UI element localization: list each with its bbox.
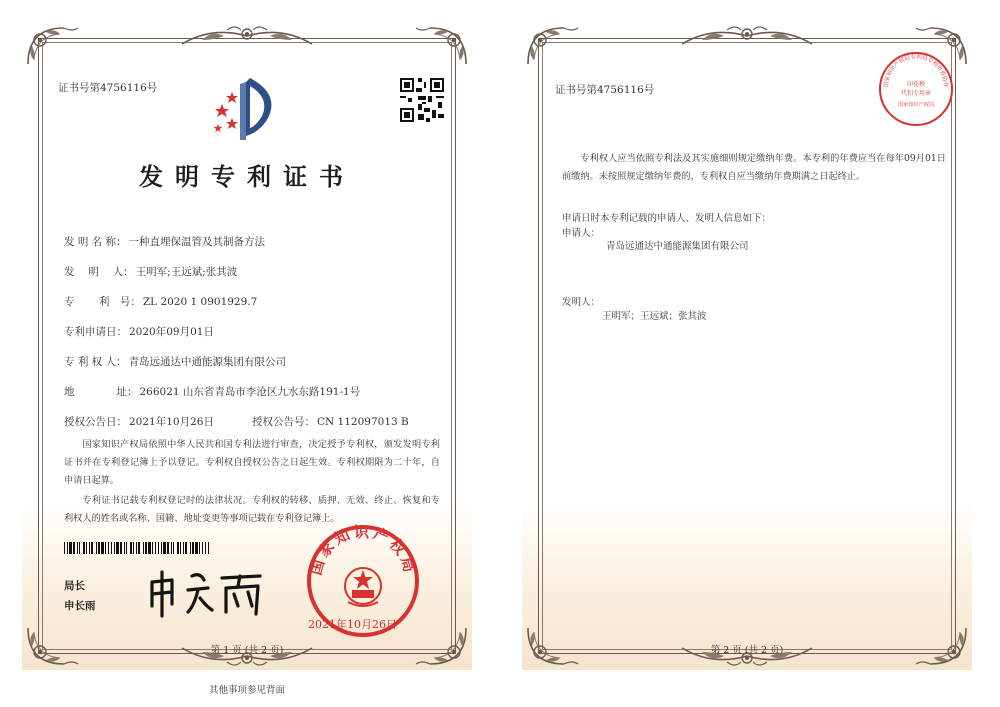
field-patentee bbox=[64, 354, 286, 369]
field-value: 2020年09月01日 bbox=[129, 326, 214, 338]
certificate-number: 证书号第4756116号 bbox=[555, 84, 655, 96]
corner-ornament-icon bbox=[526, 26, 580, 66]
legal-status-statement: 专利证书记载专利权登记时的法律状况。专利权的转移、质押、无效、终止、恢复和专利权人的姓名或名称、国籍、地址变更等事项记载在专利登记簿上。 bbox=[64, 495, 440, 524]
qr-code-icon bbox=[398, 76, 446, 124]
certificate-page-2 bbox=[522, 22, 972, 670]
field-label: 专 利 号： bbox=[64, 296, 141, 308]
director-title: 局长 bbox=[64, 580, 85, 592]
corner-ornament-icon bbox=[414, 26, 468, 66]
field-invention-name bbox=[64, 234, 265, 249]
field-label: 授权公告号： bbox=[252, 416, 315, 428]
top-ornament-icon bbox=[672, 22, 822, 48]
field-value: 266021 山东省青岛市李沧区九水东路191-1号 bbox=[139, 386, 361, 398]
field-application-date bbox=[64, 324, 214, 339]
field-label: 发 明 名 称： bbox=[64, 236, 127, 248]
svg-text:代扣专用章: 代扣专用章 bbox=[900, 90, 932, 97]
svg-text:国家知识产权局: 国家知识产权局 bbox=[897, 102, 935, 108]
seal-date: 2021年10月26日 bbox=[308, 618, 397, 631]
corner-ornament-icon bbox=[26, 26, 80, 66]
barcode-icon bbox=[64, 539, 209, 551]
annual-fee-statement: 专利权人应当依照专利法及其实施细则规定缴纳年费。本专利的年费应当在每年09月01日前缴纳。未按照规定缴纳年费的，专利权自应当缴纳年费期满之日起终止。 bbox=[562, 153, 946, 182]
inventor-value: 王明军；王远斌；张其波 bbox=[602, 311, 707, 322]
applicant-label: 申请人： bbox=[562, 228, 601, 239]
field-value: 2021年10月26日 bbox=[129, 416, 214, 428]
page-number: 第 2 页 (共 2 页) bbox=[710, 645, 784, 656]
certificate-page-1 bbox=[22, 22, 472, 670]
field-label: 发 明 人： bbox=[64, 266, 134, 278]
grant-statement: 国家知识产权局依照中华人民共和国专利法进行审查，决定授予专利权，颁发发明专利证书并在专利登记簿上予以登记。专利权自授权公告之日起生效。专利权期限为二十年，自申请日起算。 bbox=[64, 439, 440, 486]
certificate-title: 发明专利证书 bbox=[139, 162, 355, 191]
page-border-inner bbox=[542, 42, 952, 650]
inventor-label: 发明人： bbox=[562, 297, 601, 308]
field-label: 专 利 权 人： bbox=[64, 356, 127, 368]
field-value: 一种直埋保温管及其制备方法 bbox=[128, 236, 266, 248]
applicant-info-heading: 申请日时本专利记载的申请人、发明人信息如下： bbox=[562, 213, 772, 224]
field-value: CN 112097013 B bbox=[317, 416, 409, 428]
field-label: 授权公告日： bbox=[64, 416, 127, 428]
top-ornament-icon bbox=[172, 22, 322, 48]
cnipa-logo-icon bbox=[210, 74, 282, 144]
field-address bbox=[64, 384, 360, 399]
field-label: 地 址： bbox=[64, 386, 138, 398]
svg-text:国家知识产权局: 国家知识产权局 bbox=[306, 522, 420, 578]
svg-text:国家知识产权局专利局专利审查协作: 国家知识产权局专利局专利审查协作 bbox=[883, 54, 949, 88]
field-grant-date bbox=[64, 414, 214, 429]
applicant-value: 青岛远通达中通能源集团有限公司 bbox=[606, 241, 749, 252]
field-label: 专利申请日： bbox=[64, 326, 127, 338]
certificate-number: 证书号第4756116号 bbox=[58, 82, 158, 94]
signature-icon bbox=[142, 566, 272, 622]
director-name: 申长雨 bbox=[64, 600, 96, 612]
field-value: 青岛远通达中通能源集团有限公司 bbox=[128, 356, 287, 368]
svg-text:印花税: 印花税 bbox=[906, 81, 926, 88]
footer-note: 其他事项参见背面 bbox=[208, 685, 285, 696]
field-publication-number bbox=[252, 414, 409, 429]
field-value: 王明军;王远斌;张其波 bbox=[135, 266, 238, 278]
field-value: ZL 2020 1 0901929.7 bbox=[142, 296, 258, 308]
tax-seal-icon bbox=[877, 50, 955, 128]
page-number: 第 1 页 (共 2 页) bbox=[210, 645, 284, 656]
field-inventors bbox=[64, 264, 237, 279]
field-patent-number bbox=[64, 294, 257, 309]
